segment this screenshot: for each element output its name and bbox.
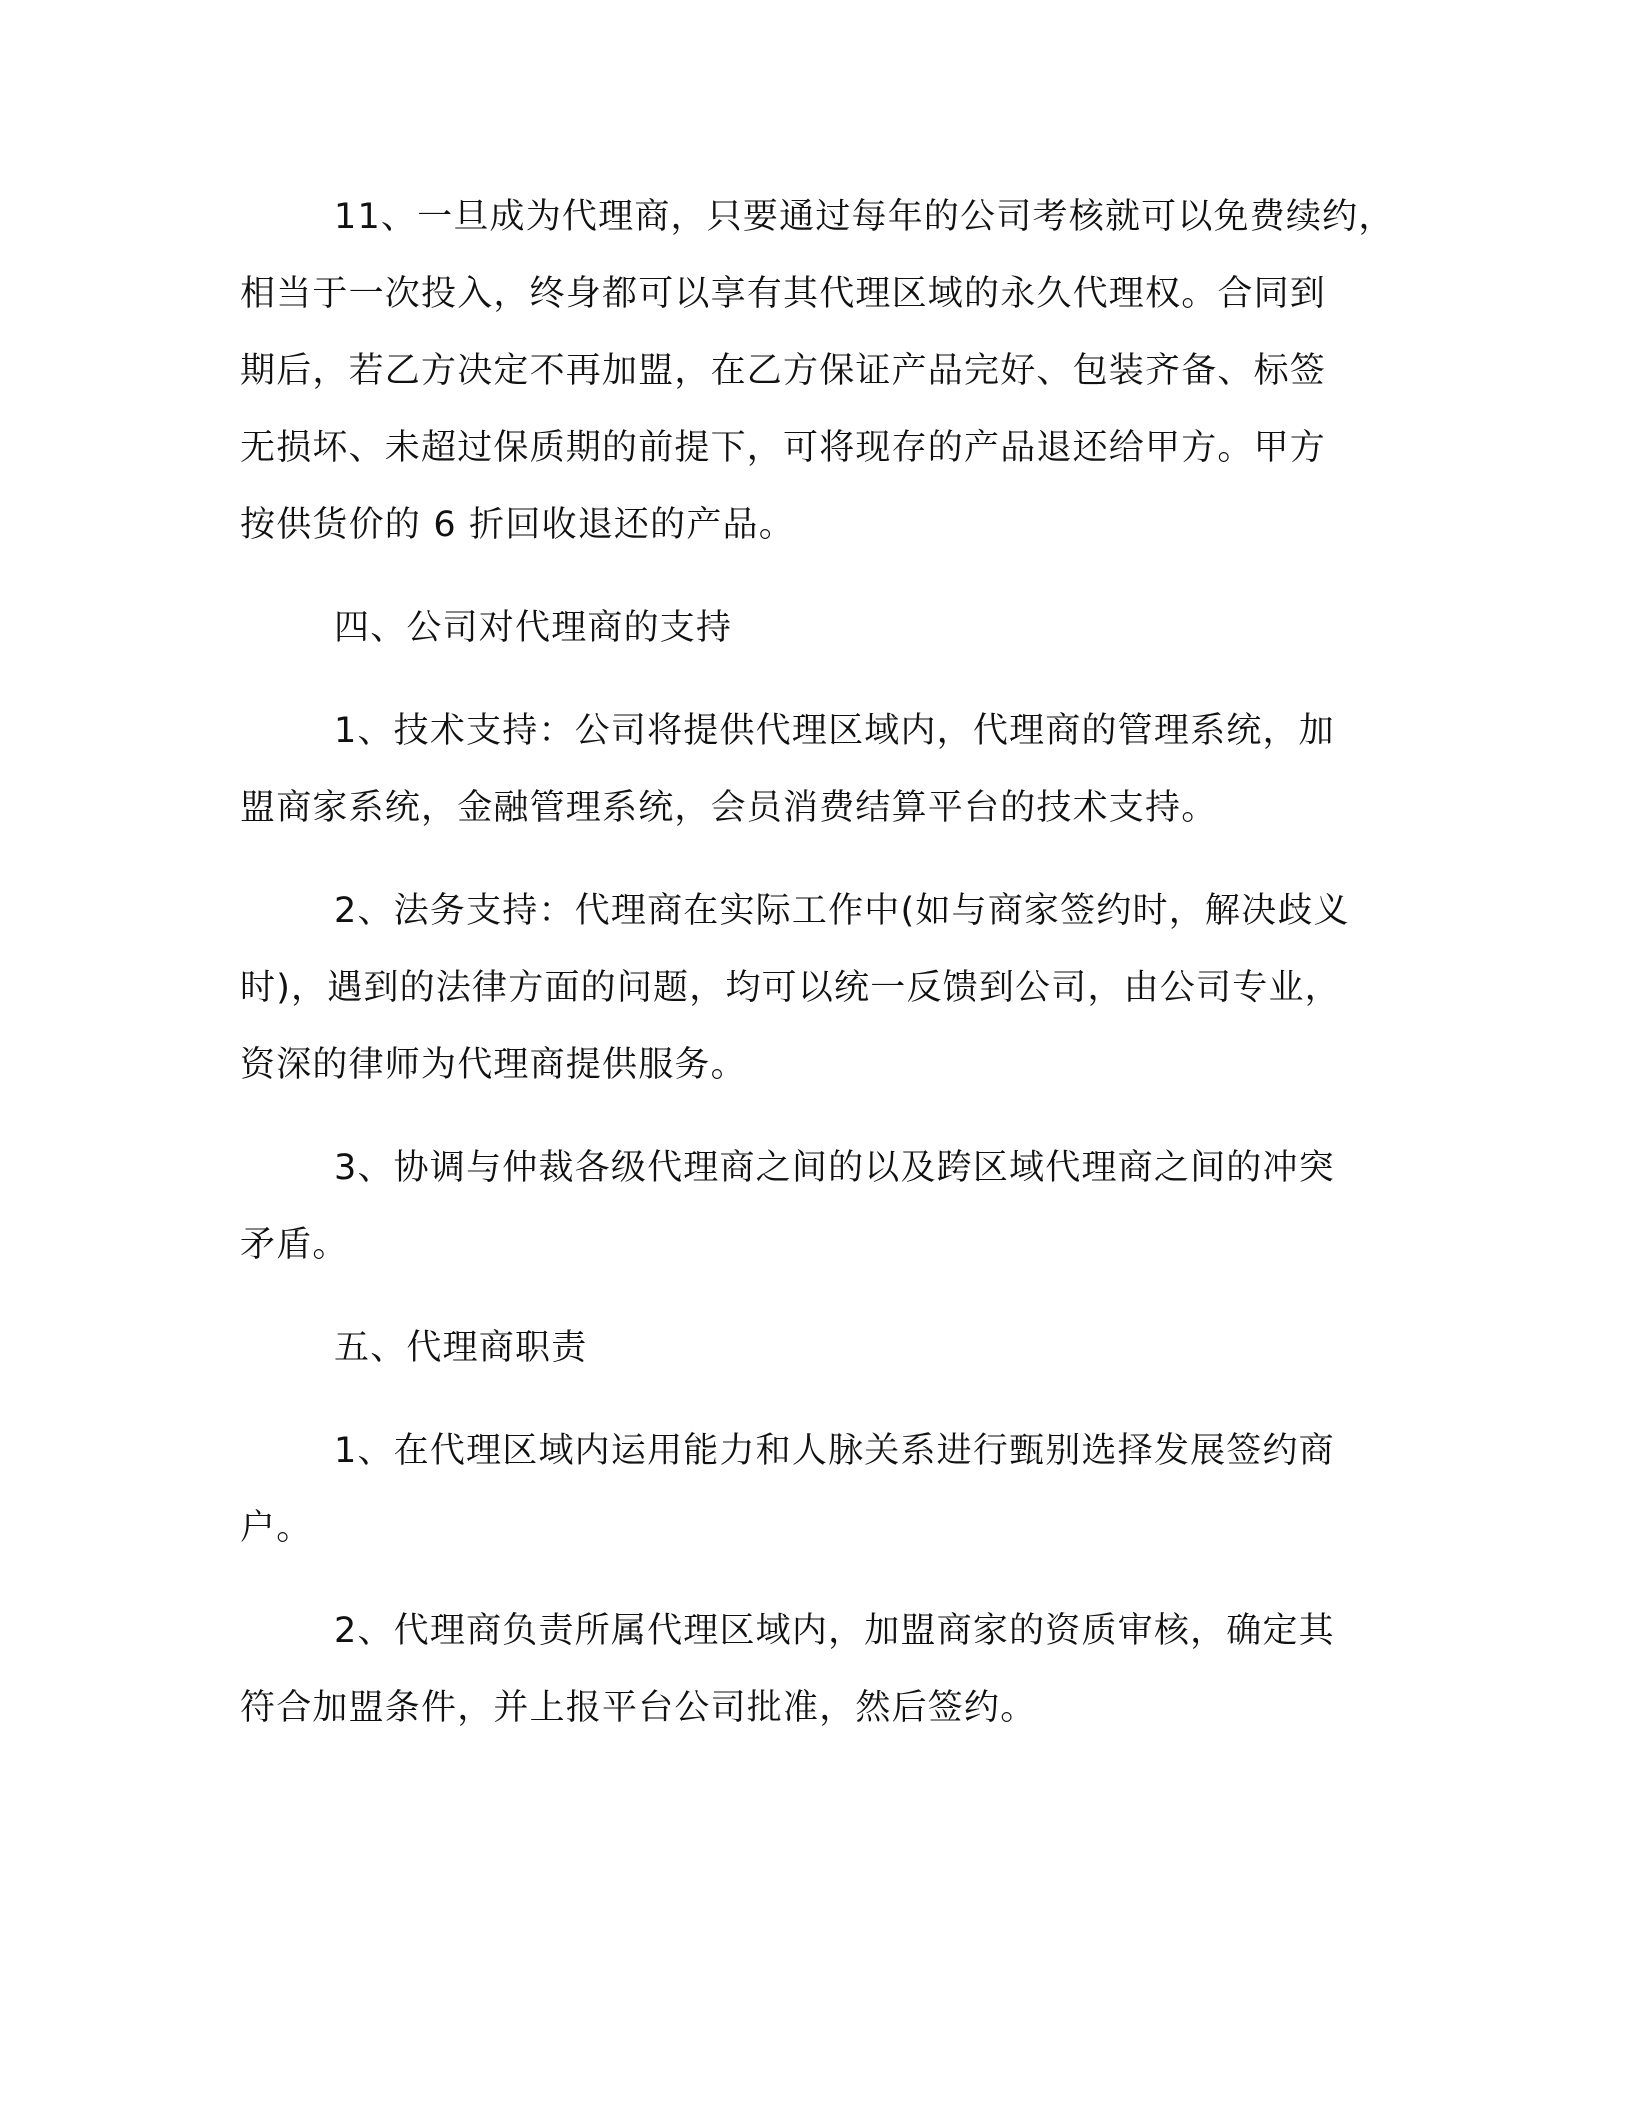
- text-line: 户。: [240, 1508, 313, 1548]
- text-line: 五、代理商职责: [334, 1328, 588, 1368]
- text-line: 按供货价的 6 折回收退还的产品。: [240, 505, 795, 545]
- text-line: 盟商家系统，金融管理系统，会员消费结算平台的技术支持。: [240, 788, 1218, 828]
- paragraph: [240, 704, 1420, 858]
- paragraph: [240, 1604, 1420, 1758]
- text-line: 3、协调与仲裁各级代理商之间的以及跨区域代理商之间的冲突: [334, 1148, 1335, 1188]
- text-line: 时)，遇到的法律方面的问题，均可以统一反馈到公司，由公司专业，: [240, 968, 1341, 1008]
- paragraph: [240, 190, 1420, 575]
- text-line: 符合加盟条件，并上报平台公司批准，然后签约。: [240, 1688, 1037, 1728]
- text-line: 期后，若乙方决定不再加盟，在乙方保证产品完好、包装齐备、标签: [240, 351, 1327, 391]
- text-line: 无损坏、未超过保质期的前提下，可将现存的产品退还给甲方。甲方: [240, 428, 1327, 468]
- document-page: [240, 190, 1420, 1784]
- text-line: 矛盾。: [240, 1225, 349, 1265]
- text-line: 2、法务支持：代理商在实际工作中(如与商家签约时，解决歧义: [334, 891, 1350, 931]
- section-heading: [240, 1321, 1420, 1398]
- section-heading: [240, 601, 1420, 678]
- text-line: 2、代理商负责所属代理区域内，加盟商家的资质审核，确定其: [334, 1611, 1335, 1651]
- text-line: 四、公司对代理商的支持: [334, 608, 733, 648]
- text-line: 1、在代理区域内运用能力和人脉关系进行甄别选择发展签约商: [334, 1431, 1335, 1471]
- text-line: 相当于一次投入，终身都可以享有其代理区域的永久代理权。合同到: [240, 274, 1327, 314]
- text-line: 11、一旦成为代理商，只要通过每年的公司考核就可以免费续约，: [334, 197, 1395, 237]
- text-line: 1、技术支持：公司将提供代理区域内，代理商的管理系统，加: [334, 711, 1335, 751]
- text-line: 资深的律师为代理商提供服务。: [240, 1045, 747, 1085]
- paragraph: [240, 1424, 1420, 1578]
- paragraph: [240, 884, 1420, 1115]
- paragraph: [240, 1141, 1420, 1295]
